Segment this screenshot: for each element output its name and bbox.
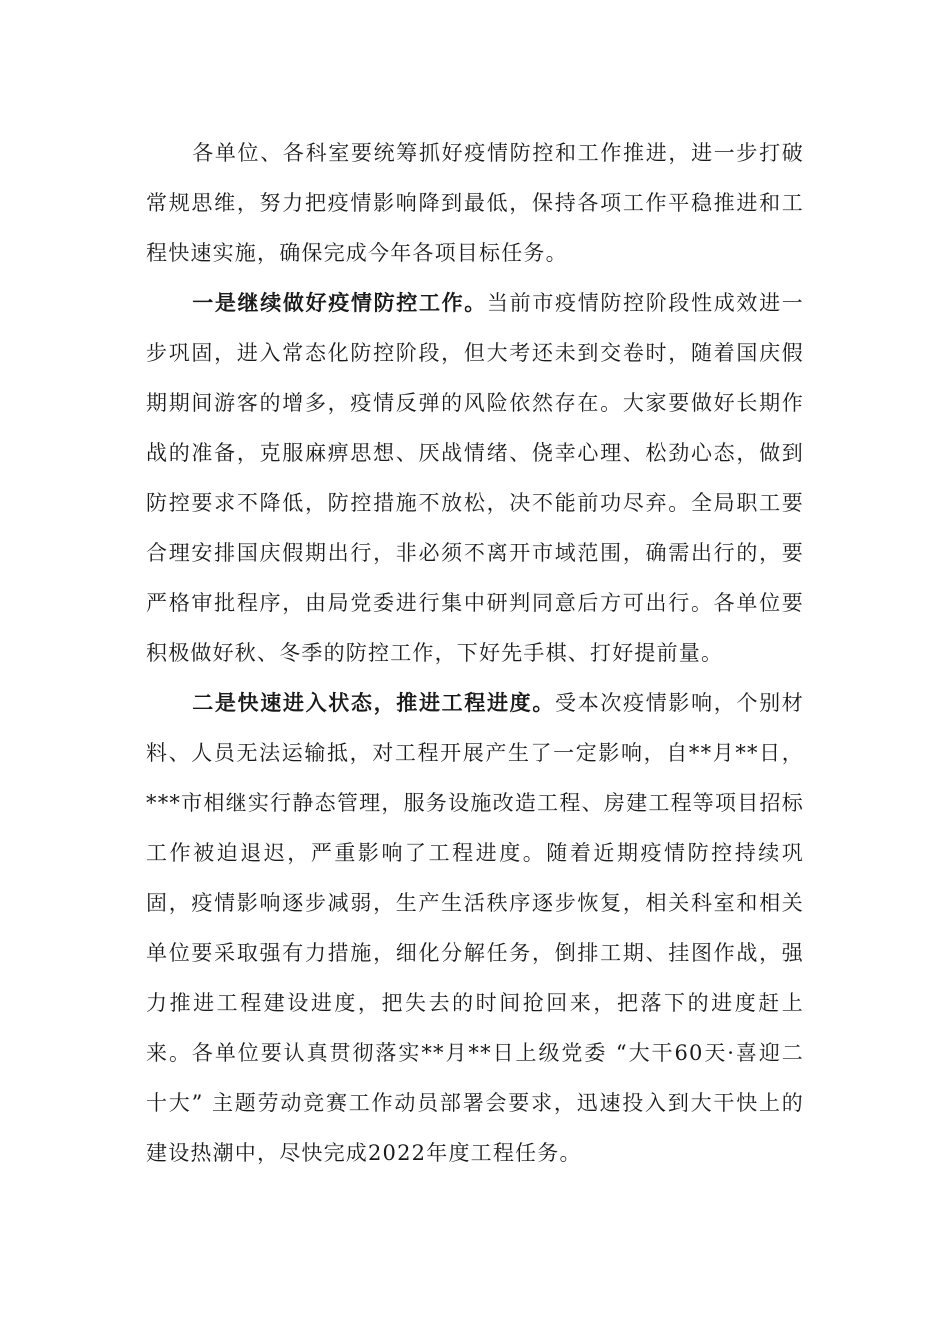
paragraph-intro: [146, 128, 804, 278]
paragraph-lead: 一是继续做好疫情防控工作。: [192, 290, 487, 315]
paragraph-text: 当前市疫情防控阶段性成效进一步巩固，进入常态化防控阶段，但大考还未到交卷时，随着国庆假期期间游客的增多，疫情反弹的风险依然存在。大家要做好长期作战的准备，克服麻痹思想、厌战情绪、侥幸心理、松劲心态，做到防控要求不降低，防控措施不放松，决不能前功尽弃。全局职工要合理安排国庆假期出行，非必须不离开市域范围，确需出行的，要严格审批程序，由局党委进行集中研判同意后方可出行。各单位要积极做好秋、冬季的防控工作，下好先手棋、打好提前量。: [146, 291, 804, 665]
paragraph-text: 各单位、各科室要统筹抓好疫情防控和工作推进，进一步打破常规思维，努力把疫情影响降到最低，保持各项工作平稳推进和工程快速实施，确保完成今年各项目标任务。: [146, 141, 804, 265]
paragraph-project-progress: [146, 678, 804, 1178]
paragraph-lead: 二是快速进入状态，推进工程进度。: [192, 690, 556, 715]
paragraph-epidemic-control: [146, 278, 804, 678]
document-body: [146, 128, 804, 1178]
paragraph-text: 受本次疫情影响，个别材料、人员无法运输抵，对工程开展产生了一定影响，自**月**日，***市相继实行静态管理，服务设施改造工程、房建工程等项目招标工作被迫退迟，严重影响了工程进度。随着近期疫情防控持续巩固，疫情影响逐步减弱，生产生活秩序逐步恢复，相关科室和相关单位要采取强有力措施，细化分解任务，倒排工期、挂图作战，强力推进工程建设进度，把失去的时间抢回来，把落下的进度赶上来。各单位要认真贯彻落实**月**日上级党委 “大干60天·喜迎二十大” 主题劳动竞赛工作动员部署会要求，迅速投入到大干快上的建设热潮中，尽快完成2022年度工程任务。: [146, 691, 805, 1165]
